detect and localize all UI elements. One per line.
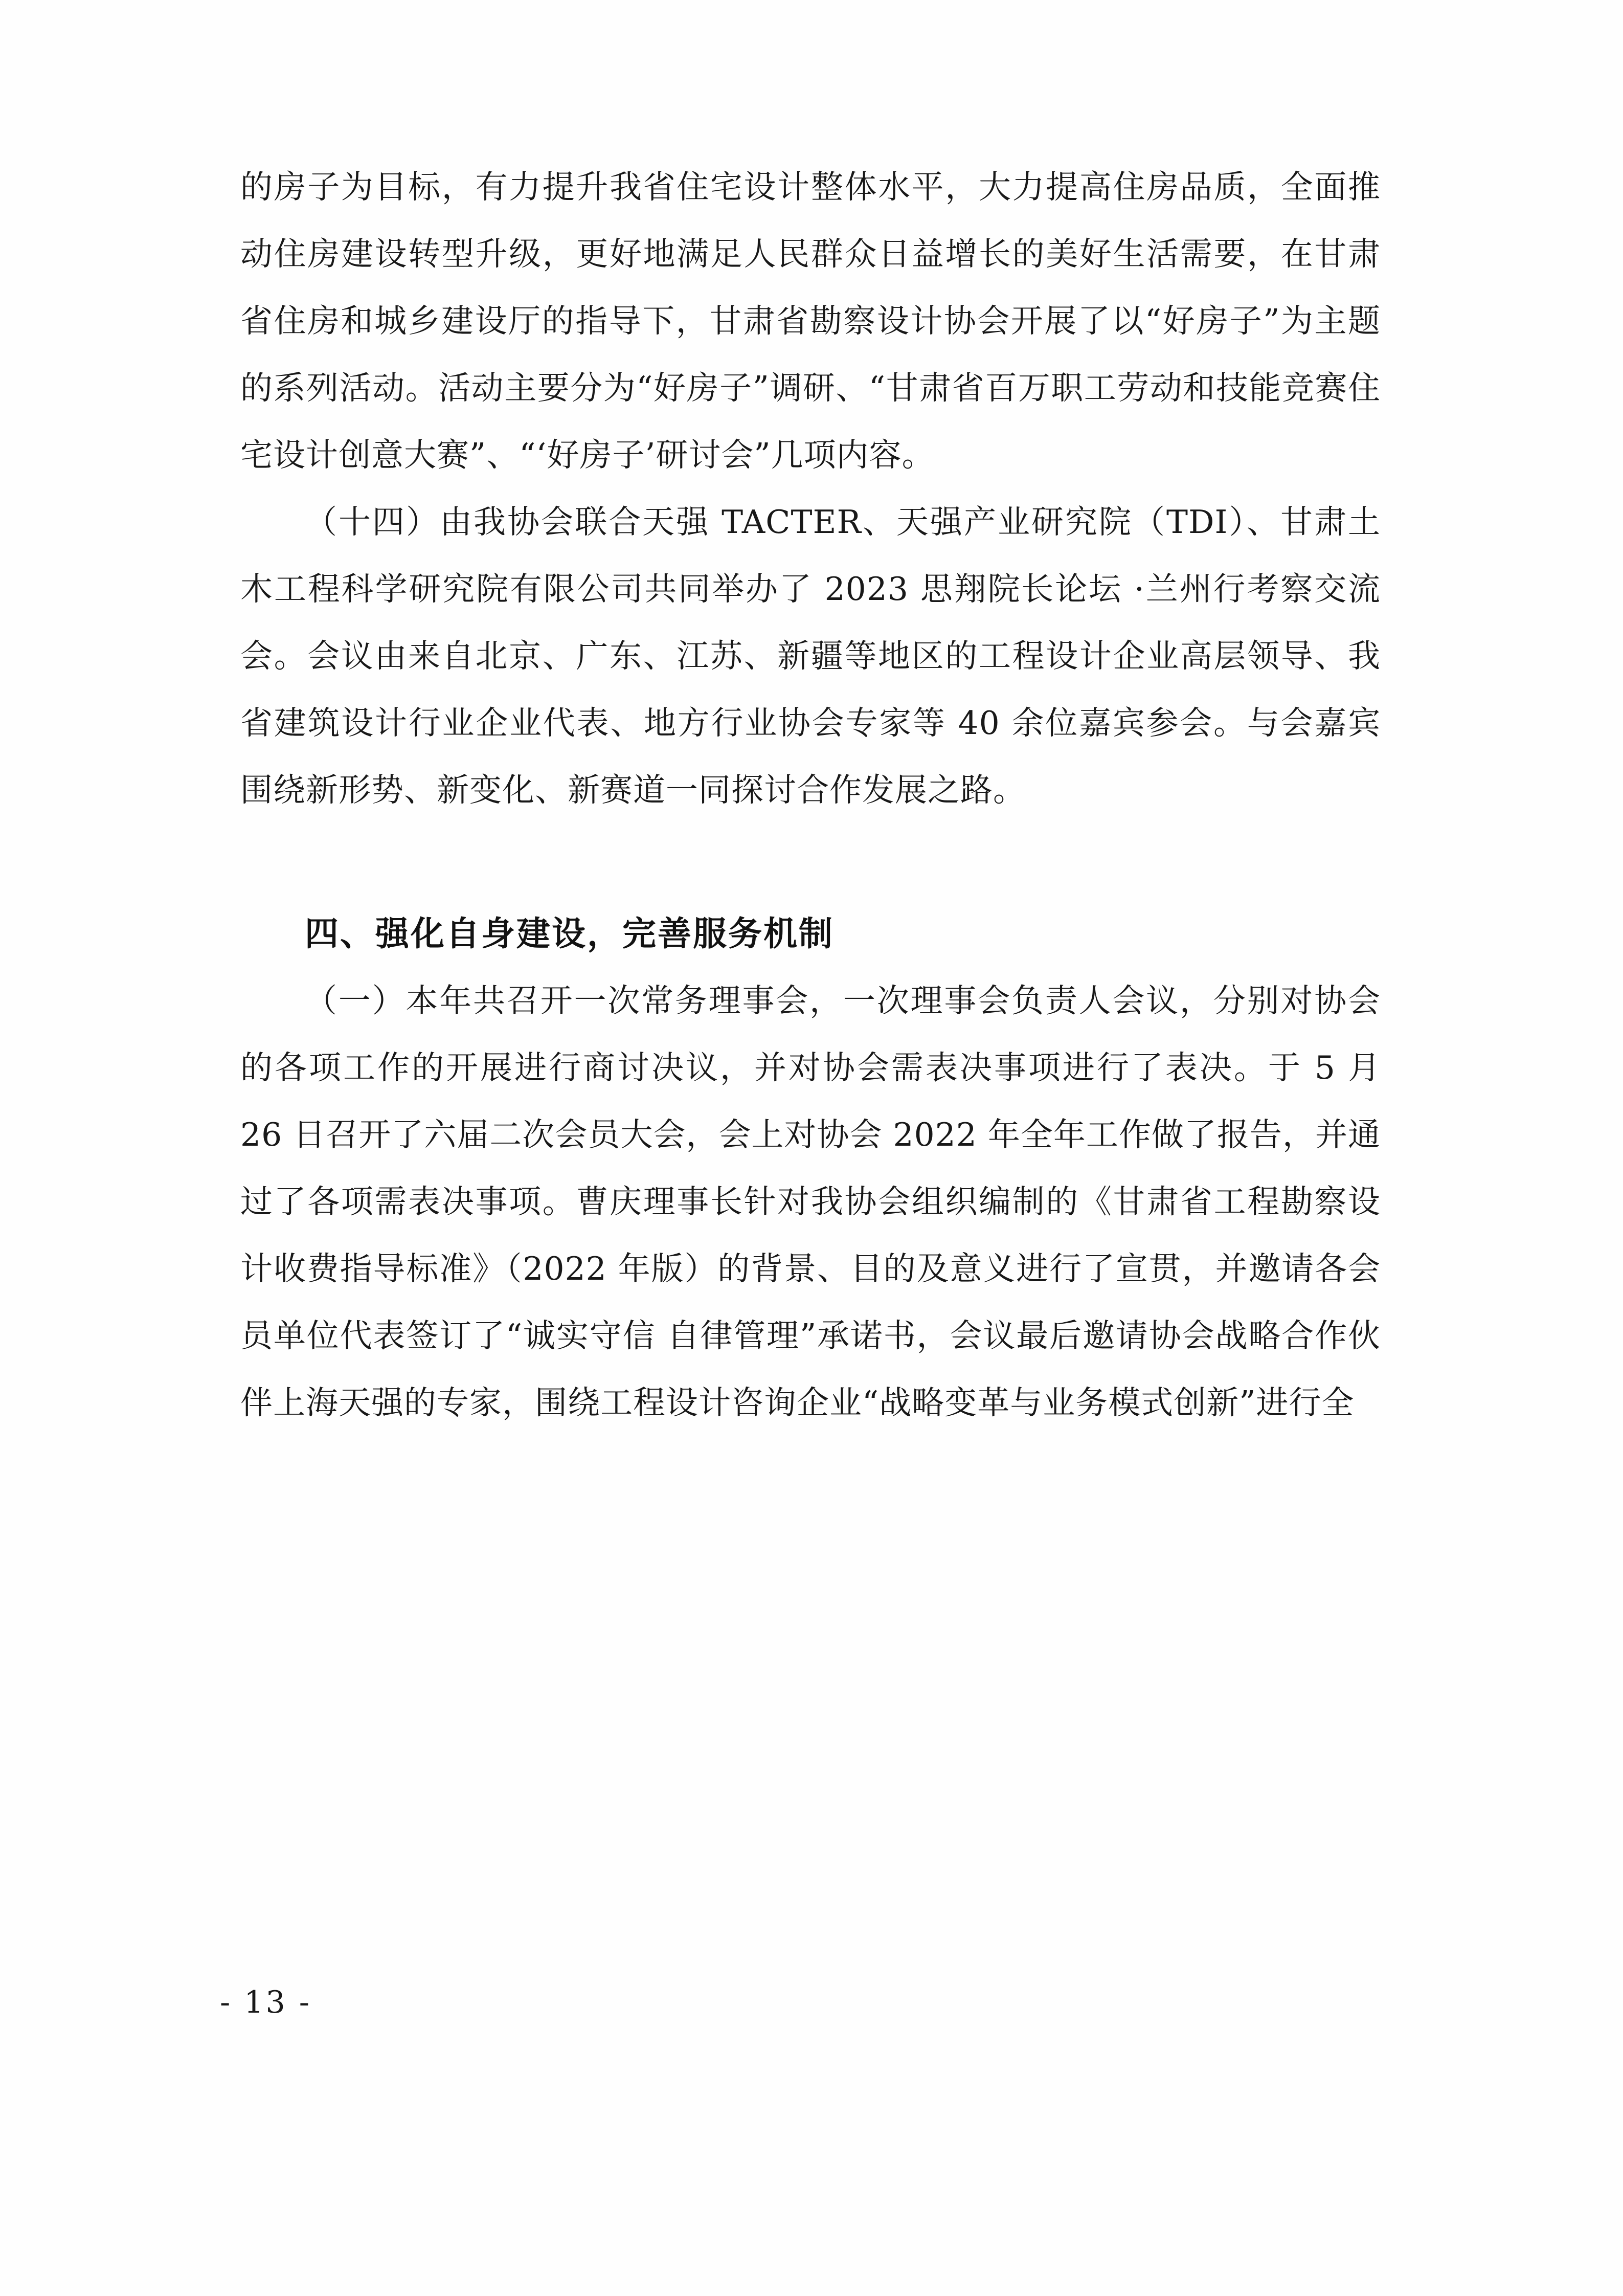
page-content — [240, 153, 1381, 1436]
section-heading-four: 四、强化自身建设，完善服务机制 — [305, 914, 834, 953]
paragraph-section4-item-1: （一）本年共召开一次常务理事会，一次理事会负责人会议，分别对协会的各项工作的开展进行商讨决议，并对协会需表决事项进行了表决。于 5 月 26 日召开了六届二次会员大会，会上对协会 2022 年全年工作做了报告，并通过了各项需表决事项。曹庆理事长针对我协会组织编制的《甘肃省工程勘察设计收费指导标准》（2022 年版）的背景、目的及意义进行了宣贯，并邀请各会员单位代表签订了“诚实守信 自律管理”承诺书，会议最后邀请协会战略合作伙伴上海天强的专家，围绕工程设计咨询企业“战略变革与业务模式创新”进行全 — [240, 982, 1381, 1421]
section-spacer — [240, 823, 1381, 900]
page-number: - 13 - — [220, 1985, 312, 2020]
paragraph-item-14: （十四）由我协会联合天强 TACTER、天强产业研究院（TDI）、甘肃土木工程科学研究院有限公司共同举办了 2023 思翔院长论坛 ·兰州行考察交流会。会议由来自北京、广东、江苏、新疆等地区的工程设计企业高层领导、我省建筑设计行业企业代表、地方行业协会专家等 40 余位嘉宾参会。与会嘉宾围绕新形势、新变化、新赛道一同探讨合作发展之路。 — [240, 503, 1381, 809]
paragraph-continued: 的房子为目标，有力提升我省住宅设计整体水平，大力提高住房品质，全面推动住房建设转型升级，更好地满足人民群众日益增长的美好生活需要，在甘肃省住房和城乡建设厅的指导下，甘肃省勘察设计协会开展了以“好房子”为主题的系列活动。活动主要分为“好房子”调研、“甘肃省百万职工劳动和技能竞赛住宅设计创意大赛”、“‘好房子’研讨会”几项内容。 — [240, 168, 1381, 474]
